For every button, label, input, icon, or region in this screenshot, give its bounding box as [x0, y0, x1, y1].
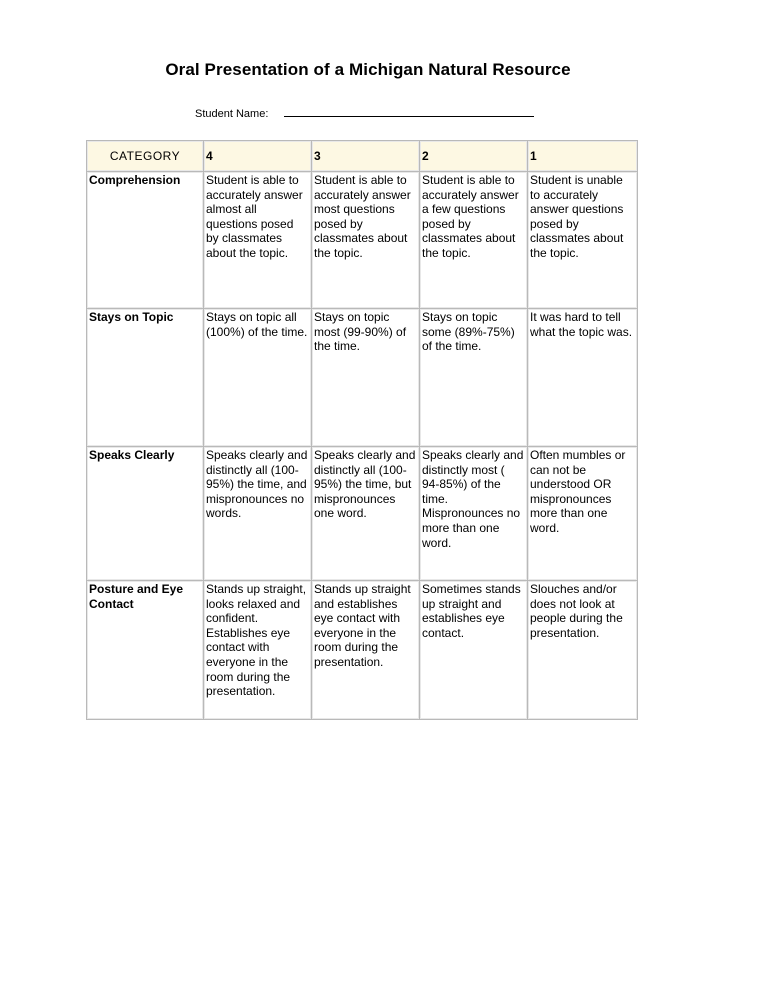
- row-category: Stays on Topic: [87, 309, 204, 447]
- table-cell: Speaks clearly and distinctly all (100-95%) the time, and mispronounces no words.: [204, 447, 312, 581]
- table-row: [87, 447, 638, 581]
- table-cell: It was hard to tell what the topic was.: [528, 309, 638, 447]
- table-cell: Student is unable to accurately answer questions posed by classmates about the topic.: [528, 172, 638, 309]
- header-score-4: 4: [204, 141, 312, 172]
- table-cell: Student is able to accurately answer a few questions posed by classmates about the topic.: [420, 172, 528, 309]
- header-score-3: 3: [312, 141, 420, 172]
- row-category: Comprehension: [87, 172, 204, 309]
- header-score-1: 1: [528, 141, 638, 172]
- table-cell: Slouches and/or does not look at people during the presentation.: [528, 581, 638, 720]
- table-cell: Speaks clearly and distinctly all (100-95%) the time, but mispronounces one word.: [312, 447, 420, 581]
- table-cell: Stays on topic most (99-90%) of the time.: [312, 309, 420, 447]
- student-name-label: Student Name:: [195, 108, 269, 120]
- table-row: [87, 309, 638, 447]
- student-name-line: [195, 107, 534, 120]
- table-row: [87, 172, 638, 309]
- table-cell: Student is able to accurately answer almost all questions posed by classmates about the topic.: [204, 172, 312, 309]
- header-category: CATEGORY: [87, 141, 204, 172]
- table-cell: Stays on topic some (89%-75%) of the time.: [420, 309, 528, 447]
- table-cell: Sometimes stands up straight and establishes eye contact.: [420, 581, 528, 720]
- table-cell: Stays on topic all (100%) of the time.: [204, 309, 312, 447]
- table-cell: Stands up straight, looks relaxed and confident. Establishes eye contact with everyone in the room during the presentation.: [204, 581, 312, 720]
- header-score-2: 2: [420, 141, 528, 172]
- header-row: [87, 141, 638, 172]
- row-category: Posture and Eye Contact: [87, 581, 204, 720]
- student-name-blank: [284, 107, 534, 117]
- table-cell: Speaks clearly and distinctly most ( 94-85%) of the time. Mispronounces no more than one word.: [420, 447, 528, 581]
- rubric-table: [86, 140, 638, 720]
- table-cell: Stands up straight and establishes eye contact with everyone in the room during the presentation.: [312, 581, 420, 720]
- table-cell: Student is able to accurately answer most questions posed by classmates about the topic.: [312, 172, 420, 309]
- table-cell: Often mumbles or can not be understood OR mispronounces more than one word.: [528, 447, 638, 581]
- table-row: [87, 581, 638, 720]
- page-title: Oral Presentation of a Michigan Natural Resource: [165, 60, 571, 79]
- row-category: Speaks Clearly: [87, 447, 204, 581]
